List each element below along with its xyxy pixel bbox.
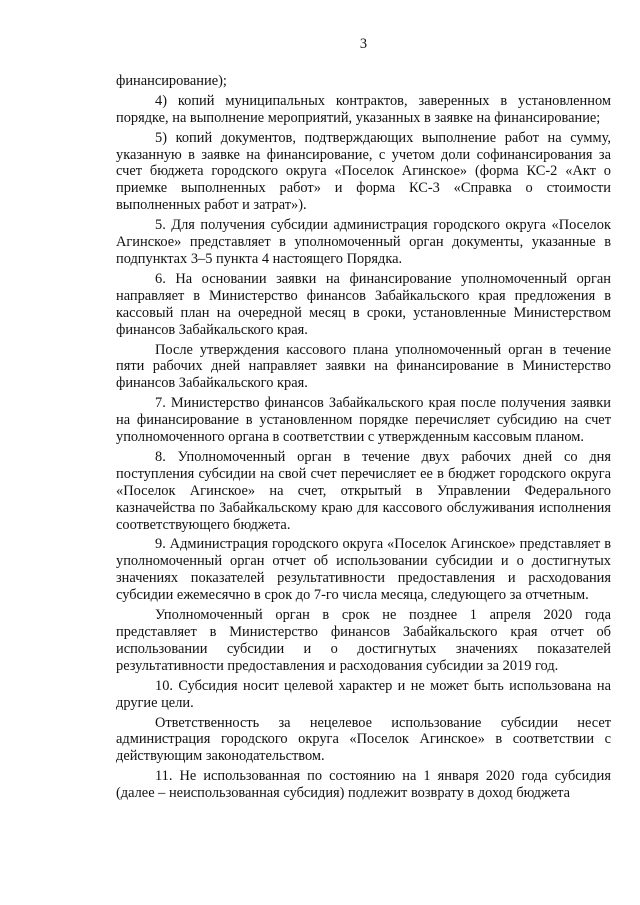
paragraph: 11. Не использованная по состоянию на 1 января 2020 года субсидия (далее – неиспользованная субсидия) подлежит возврату в доход бюджета xyxy=(116,768,611,802)
paragraph: 8. Уполномоченный орган в течение двух рабочих дней со дня поступления субсидии на свой счет перечисляет ее в бюджет городского округа «Поселок Агинское» на счет, открытый в Управлении Федерального казначейства по Забайкальскому краю для кассового обслуживания исполнения соответствующего бюджета. xyxy=(116,448,611,533)
paragraph: 5. Для получения субсидии администрация городского округа «Поселок Агинское» представляет в уполномоченный орган документы, указанные в подпунктах 3–5 пункта 4 настоящего Порядка. xyxy=(116,217,611,267)
document-body xyxy=(116,73,611,802)
page-number: 3 xyxy=(359,36,368,52)
paragraph: Уполномоченный орган в срок не позднее 1 апреля 2020 года представляет в Министерство финансов Забайкальского края отчет об использовании субсидии и о достигнутых значениях показателей результативности предоставления и расходования субсидии за 2019 год. xyxy=(116,607,611,674)
document-page xyxy=(116,36,611,805)
paragraph: 5) копий документов, подтверждающих выполнение работ на сумму, указанную в заявке на финансирование, с учетом доли софинансирования за счет бюджета городского округа «Поселок Агинское» (форма КС-2 «Акт о приемке выполненных работ» и форма КС-3 «Справка о стоимости выполненных работ и затрат»). xyxy=(116,129,611,214)
paragraph: 4) копий муниципальных контрактов, заверенных в установленном порядке, на выполнение мероприятий, указанных в заявке на финансирование; xyxy=(116,92,611,126)
paragraph: финансирование); xyxy=(116,72,227,89)
paragraph: После утверждения кассового плана уполномоченный орган в течение пяти рабочих дней направляет заявки на финансирование в Министерство финансов Забайкальского края. xyxy=(116,341,611,392)
paragraph: 7. Министерство финансов Забайкальского края после получения заявки на финансирование в установленном порядке перечисляет субсидию на счет уполномоченного органа в соответствии с утвержденным кассовым планом. xyxy=(116,395,611,446)
paragraph: 9. Администрация городского округа «Поселок Агинское» представляет в уполномоченный орган отчет об использовании субсидии и о достигнутых значениях показателей результативности предоставления и расходования субсидии ежемесячно в срок до 7-го числа месяца, следующего за отчетным. xyxy=(116,536,611,604)
paragraph: Ответственность за нецелевое использование субсидии несет администрация городского округа «Поселок Агинское» в соответствии с действующим законодательством. xyxy=(116,714,611,765)
paragraph: 6. На основании заявки на финансирование уполномоченный орган направляет в Министерство финансов Забайкальского края предложения в кассовый план на очередной месяц в сроки, установленные Министерством финансов Забайкальского края. xyxy=(116,270,611,338)
paragraph: 10. Субсидия носит целевой характер и не может быть использована на другие цели. xyxy=(116,677,611,711)
